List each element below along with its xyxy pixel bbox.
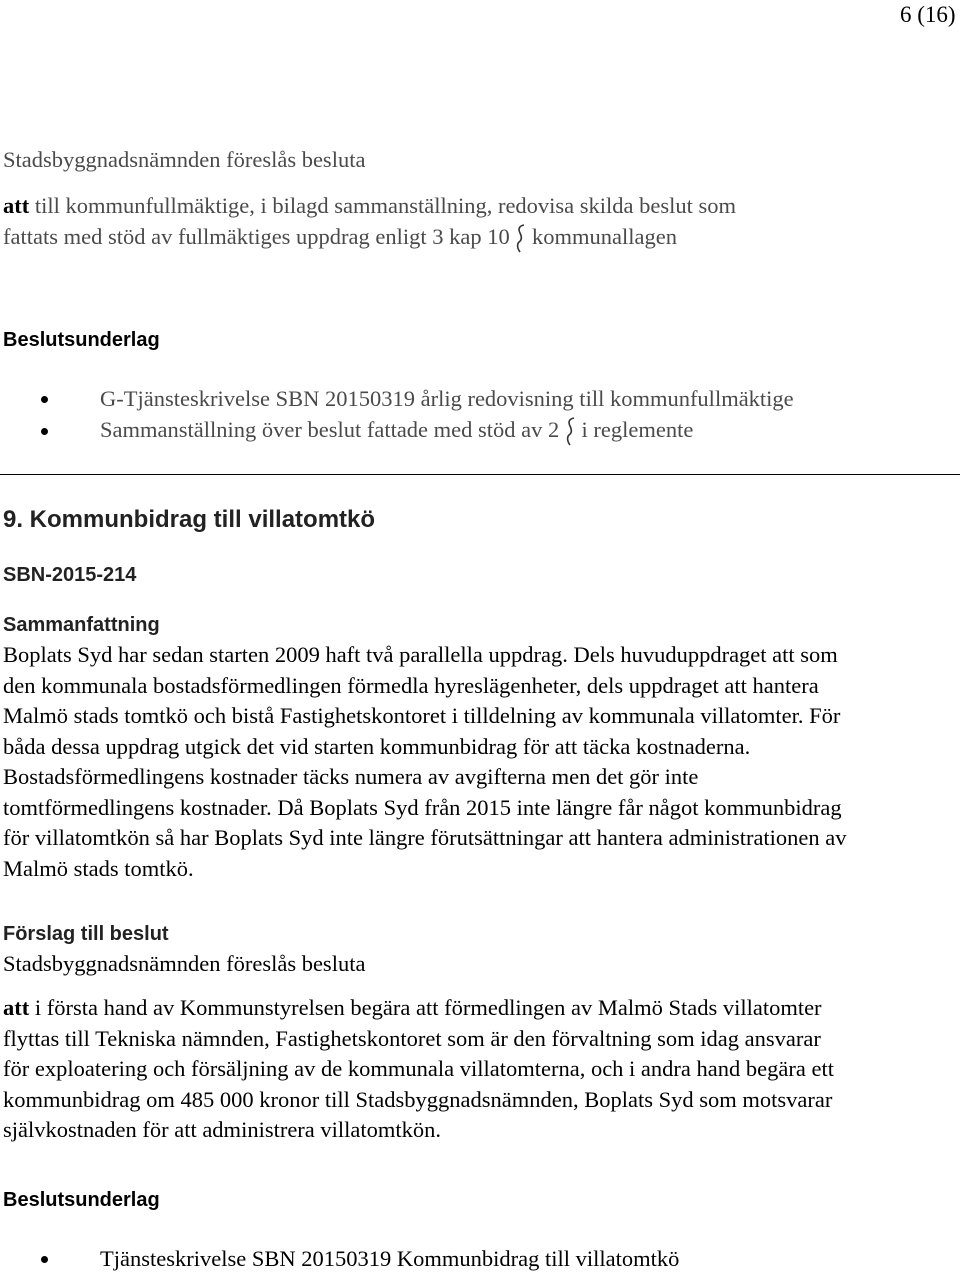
beslutsunderlag-1-item-1: G-Tjänsteskrivelse SBN 20150319 årlig redovisning till kommunfullmäktige xyxy=(100,386,794,411)
beslutsunderlag-2-item-1: Tjänsteskrivelse SBN 20150319 Kommunbidrag till villatomtkö xyxy=(100,1246,680,1271)
proposal-line xyxy=(3,993,958,1024)
summary-line: Malmö stads tomtkö och bistå Fastighetskontoret i tilldelning av kommunala villatomter. För xyxy=(3,703,841,728)
intro-proposal-text-2b: kommunallagen xyxy=(526,223,677,249)
proposal-line: flyttas till Tekniska nämnden, Fastighetskontoret som är den förvaltning som idag ansvarar xyxy=(3,1025,821,1051)
bullet-dot xyxy=(41,428,48,435)
summary-paragraph xyxy=(3,640,958,884)
proposal-line-text: i första hand av Kommunstyrelsen begära att förmedlingen av Malmö Stads villatomter xyxy=(29,995,822,1020)
beslutsunderlag-1-item-2 xyxy=(100,415,693,445)
beslutsunderlag-heading-1: Beslutsunderlag xyxy=(3,329,160,351)
beslutsunderlag-heading-2: Beslutsunderlag xyxy=(3,1189,160,1211)
proposal-paragraph xyxy=(3,993,958,1146)
summary-line: Malmö stads tomtkö. xyxy=(3,855,194,881)
section-sign-icon xyxy=(515,222,526,252)
intro-proposal-line-1 xyxy=(3,191,958,222)
summary-line: tomtförmedlingens kostnader. Då Boplats Syd från 2015 inte längre får något kommunbidrag xyxy=(3,794,842,820)
intro-proposal-text-2a: fattats med stöd av fullmäktiges uppdrag enligt 3 kap 10 xyxy=(3,223,516,249)
section-divider xyxy=(0,474,960,475)
summary-line: den kommunala bostadsförmedlingen förmedla hyreslägenheter, dels uppdraget att hantera xyxy=(3,672,819,698)
intro-proposal xyxy=(3,191,958,252)
proposal-heading: Förslag till beslut xyxy=(3,923,169,945)
intro-heading: Stadsbyggnadsnämnden föreslås besluta xyxy=(3,147,366,172)
summary-line: för villatomtkön så har Boplats Syd inte längre förutsättningar att hantera administrationen av xyxy=(3,825,847,850)
bullet-dot xyxy=(41,396,48,403)
proposal-line: för exploatering och försäljning av de kommunala villatomterna, och i andra hand begära ett xyxy=(3,1056,834,1081)
section-sign-icon xyxy=(565,415,576,445)
case-number: SBN-2015-214 xyxy=(3,564,137,586)
bullet-dot xyxy=(41,1256,48,1263)
proposal-line: kommunbidrag om 485 000 kronor till Stadsbyggnadsnämnden, Boplats Syd som motsvarar xyxy=(3,1086,833,1112)
summary-heading: Sammanfattning xyxy=(3,614,160,636)
proposal-line: självkostnaden för att administrera villatomtkön. xyxy=(3,1117,442,1142)
page-number: 6 (16) xyxy=(900,2,956,27)
att-keyword: att xyxy=(3,193,30,218)
beslutsunderlag-1-item-2-a: Sammanställning över beslut fattade med stöd av 2 xyxy=(100,417,565,442)
intro-proposal-text-1: till kommunfullmäktige, i bilagd sammanställning, redovisa skilda beslut som xyxy=(29,193,737,218)
beslutsunderlag-1-item-2-b: i reglemente xyxy=(575,417,694,442)
intro-proposal-line-2 xyxy=(3,222,958,253)
att-keyword: att xyxy=(3,995,30,1020)
section-title: 9. Kommunbidrag till villatomtkö xyxy=(3,506,376,533)
summary-line: båda dessa uppdrag utgick det vid starten kommunbidrag för att täcka kostnaderna. xyxy=(3,733,751,759)
summary-line: Boplats Syd har sedan starten 2009 haft två parallella uppdrag. Dels huvuduppdraget att som xyxy=(3,642,838,667)
summary-line: Bostadsförmedlingens kostnader täcks numera av avgifterna men det gör inte xyxy=(3,764,699,789)
proposal-intro: Stadsbyggnadsnämnden föreslås besluta xyxy=(3,951,366,976)
